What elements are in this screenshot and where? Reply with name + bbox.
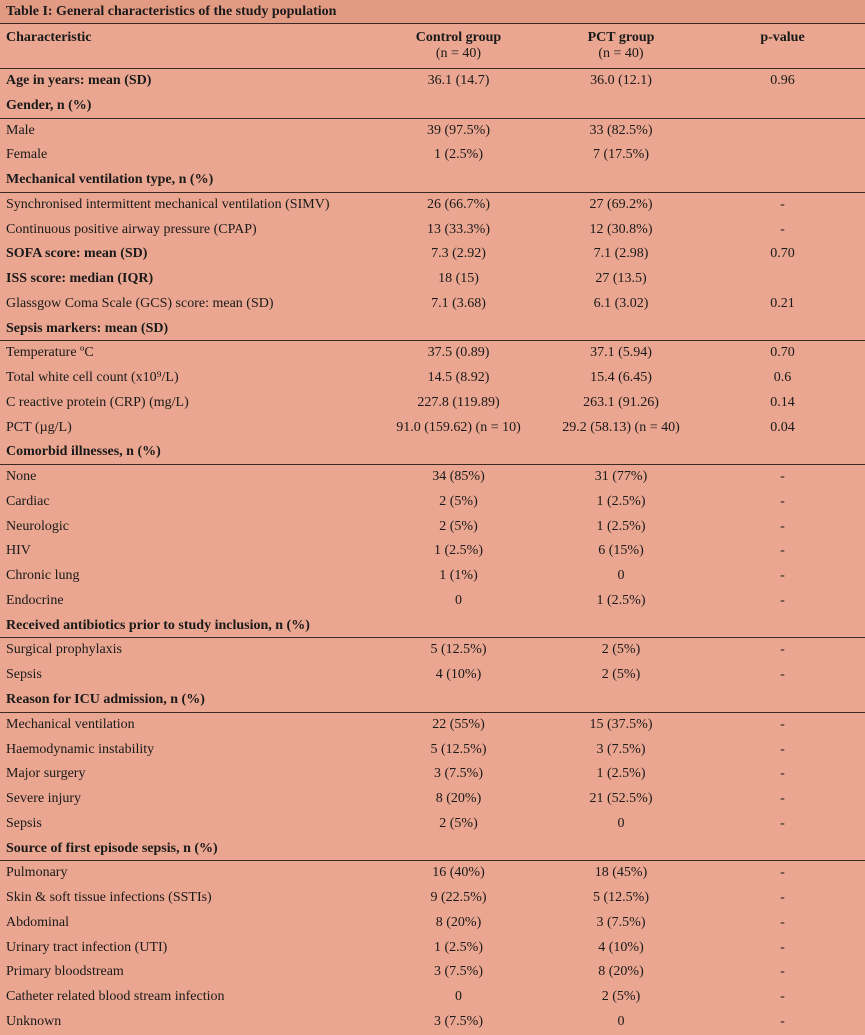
- pct-value: 33 (82.5%): [589, 122, 653, 138]
- row-label: Neurologic: [6, 518, 69, 534]
- row-label: Sepsis markers: mean (SD): [6, 320, 169, 336]
- table-section-row: [0, 837, 865, 862]
- pct-value: 0: [617, 568, 625, 584]
- table-row: [0, 416, 865, 441]
- table-row: [0, 69, 865, 94]
- control-value: 5 (12.5%): [430, 642, 487, 658]
- p-value: -: [780, 642, 785, 658]
- pct-value: 21 (52.5%): [589, 791, 653, 807]
- control-value: 2 (5%): [439, 493, 478, 509]
- table-row: [0, 663, 865, 688]
- control-value: 26 (66.7%): [427, 196, 490, 212]
- pct-value: 36.0 (12.1): [590, 73, 652, 88]
- pct-value: 2 (5%): [601, 642, 641, 658]
- table-row: [0, 564, 865, 589]
- table-row: [0, 589, 865, 614]
- pct-value: 15 (37.5%): [589, 716, 653, 732]
- row-label: Age in years: mean (SD): [6, 73, 152, 88]
- row-label: Reason for ICU admission, n (%): [6, 692, 205, 707]
- control-value: 3 (7.5%): [434, 1013, 483, 1029]
- p-value: -: [780, 865, 785, 881]
- p-value: 0.14: [770, 394, 795, 410]
- pct-value: 0: [617, 1013, 625, 1029]
- control-value: 22 (55%): [432, 716, 485, 732]
- table-section-row: [0, 440, 865, 465]
- pct-value: 7 (17.5%): [593, 147, 649, 163]
- table-row: [0, 292, 865, 317]
- p-value: 0.21: [770, 295, 795, 311]
- control-value: 5 (12.5%): [430, 741, 487, 757]
- control-value: 91.0 (159.62) (n = 10): [396, 419, 521, 435]
- control-value: 0: [455, 592, 462, 608]
- p-value: -: [780, 766, 785, 782]
- pct-value: 1 (2.5%): [596, 592, 646, 608]
- row-label: HIV: [6, 543, 31, 559]
- table-row: [0, 391, 865, 416]
- row-label: Glassgow Coma Scale (GCS) score: mean (SD): [6, 295, 274, 311]
- row-label: Total white cell count (x10⁹/L): [6, 370, 179, 386]
- row-label: PCT (µg/L): [6, 419, 72, 435]
- p-value: 0.6: [773, 370, 792, 386]
- row-label: Major surgery: [6, 766, 86, 782]
- control-value: 8 (20%): [435, 914, 482, 930]
- header-control-label: Control group: [415, 30, 502, 45]
- row-label: ISS score: median (IQR): [6, 271, 154, 287]
- p-value: 0.04: [770, 419, 795, 435]
- control-value: 227.8 (119.89): [417, 394, 500, 410]
- header-pct-label: PCT group: [587, 30, 655, 45]
- row-label: Cardiac: [6, 493, 50, 509]
- table-row: [0, 960, 865, 985]
- pct-value: 2 (5%): [601, 667, 641, 683]
- row-label: Continuous positive airway pressure (CPAP): [6, 221, 257, 237]
- control-value: 3 (7.5%): [434, 964, 483, 980]
- table-row: [0, 143, 865, 168]
- p-value: -: [780, 221, 785, 237]
- table-row: [0, 985, 865, 1010]
- pct-value: 27 (13.5): [595, 271, 647, 287]
- row-label: Surgical prophylaxis: [6, 642, 123, 658]
- table-row: [0, 911, 865, 936]
- row-label: Primary bloodstream: [6, 964, 124, 980]
- table-row: [0, 787, 865, 812]
- p-value: 0.70: [770, 246, 795, 262]
- row-label: Source of first episode sepsis, n (%): [6, 840, 218, 856]
- pct-value: 263.1 (91.26): [583, 394, 659, 410]
- row-label: Urinary tract infection (UTI): [6, 939, 168, 955]
- table-row: [0, 936, 865, 961]
- pct-value: 3 (7.5%): [596, 914, 646, 930]
- control-value: 1 (2.5%): [434, 543, 483, 559]
- control-value: 39 (97.5%): [427, 122, 490, 138]
- table-section-row: [0, 168, 865, 193]
- p-value: -: [780, 469, 785, 485]
- p-value: -: [780, 914, 785, 930]
- row-label: Female: [6, 147, 48, 163]
- row-label: Sepsis: [6, 815, 42, 831]
- table-row: [0, 812, 865, 837]
- p-value: -: [780, 716, 785, 732]
- control-value: 36.1 (14.7): [427, 73, 490, 88]
- pct-value: 37.1 (5.94): [590, 345, 652, 361]
- table-section-row: [0, 94, 865, 119]
- table-row: [0, 515, 865, 540]
- p-value: -: [780, 493, 785, 509]
- row-label: SOFA score: mean (SD): [6, 246, 148, 262]
- header-control-n: (n = 40): [435, 46, 482, 61]
- control-value: 8 (20%): [435, 791, 482, 807]
- control-value: 1 (1%): [439, 568, 478, 584]
- control-value: 16 (40%): [432, 865, 485, 881]
- pct-value: 29.2 (58.13) (n = 40): [562, 419, 680, 435]
- control-value: 34 (85%): [432, 469, 485, 485]
- table-section-row: [0, 317, 865, 342]
- table-header-row: [0, 25, 865, 69]
- control-value: 7.1 (3.68): [431, 295, 486, 311]
- row-label: Chronic lung: [6, 568, 80, 584]
- control-value: 13 (33.3%): [427, 221, 490, 237]
- header-control-group: [380, 30, 537, 62]
- table-row: [0, 539, 865, 564]
- table-row: [0, 713, 865, 738]
- control-value: 18 (15): [438, 271, 479, 287]
- header-pct-n: (n = 40): [598, 46, 644, 61]
- control-value: 2 (5%): [439, 815, 478, 831]
- table-row: [0, 193, 865, 218]
- control-value: 4 (10%): [435, 667, 482, 683]
- p-value: 0.70: [770, 345, 795, 361]
- pct-value: 12 (30.8%): [589, 221, 653, 237]
- row-label: Catheter related blood stream infection: [6, 989, 225, 1005]
- table-row: [0, 861, 865, 886]
- table-row: [0, 218, 865, 243]
- row-label: Unknown: [6, 1013, 62, 1029]
- table-row: [0, 762, 865, 787]
- table-caption: Table I: General characteristics of the study population: [0, 0, 865, 24]
- control-value: 7.3 (2.92): [431, 246, 486, 262]
- pct-value: 6 (15%): [598, 543, 644, 559]
- table-row: [0, 119, 865, 144]
- control-value: 37.5 (0.89): [427, 345, 490, 361]
- table-section-row: [0, 614, 865, 639]
- header-pct-group: [545, 30, 697, 62]
- header-characteristic: Characteristic: [6, 30, 92, 45]
- pct-value: 7.1 (2.98): [593, 246, 649, 262]
- p-value: -: [780, 741, 785, 757]
- control-value: 2 (5%): [439, 518, 478, 534]
- table-row: [0, 465, 865, 490]
- p-value: -: [780, 1013, 785, 1029]
- pct-value: 6.1 (3.02): [593, 295, 649, 311]
- pct-value: 18 (45%): [594, 865, 648, 881]
- row-label: Mechanical ventilation type, n (%): [6, 172, 214, 188]
- pct-value: 3 (7.5%): [596, 741, 646, 757]
- table-row: [0, 886, 865, 911]
- control-value: 3 (7.5%): [434, 766, 483, 782]
- table-row: [0, 490, 865, 515]
- pct-value: 15.4 (6.45): [590, 370, 652, 386]
- table-row: [0, 242, 865, 267]
- pct-value: 1 (2.5%): [596, 766, 646, 782]
- row-label: Abdominal: [6, 914, 69, 930]
- row-label: Skin & soft tissue infections (SSTIs): [6, 890, 212, 906]
- table-section-row: [0, 688, 865, 713]
- row-label: Synchronised intermittent mechanical ventilation (SIMV): [6, 196, 330, 212]
- row-label: Received antibiotics prior to study inclusion, n (%): [6, 617, 310, 633]
- control-value: 1 (2.5%): [434, 939, 483, 955]
- p-value: -: [780, 543, 785, 559]
- row-label: Endocrine: [6, 592, 64, 608]
- row-label: Sepsis: [6, 667, 42, 683]
- table-row: [0, 341, 865, 366]
- p-value: -: [780, 989, 785, 1005]
- table-row: [0, 1010, 865, 1035]
- row-label: Gender, n (%): [6, 97, 92, 113]
- p-value: -: [780, 568, 785, 584]
- row-label: Severe injury: [6, 791, 82, 807]
- control-value: 1 (2.5%): [434, 147, 483, 163]
- pct-value: 1 (2.5%): [596, 518, 646, 534]
- row-label: Pulmonary: [6, 865, 68, 881]
- row-label: Mechanical ventilation: [6, 716, 135, 732]
- row-label: Haemodynamic instability: [6, 741, 155, 757]
- pct-value: 1 (2.5%): [596, 493, 646, 509]
- control-value: 9 (22.5%): [430, 890, 487, 906]
- p-value: -: [780, 890, 785, 906]
- pct-value: 31 (77%): [594, 469, 648, 485]
- header-p-value: p-value: [760, 30, 805, 45]
- table-row: [0, 638, 865, 663]
- p-value: -: [780, 791, 785, 807]
- pct-value: 0: [617, 815, 625, 831]
- pct-value: 5 (12.5%): [593, 890, 649, 906]
- row-label: None: [6, 469, 37, 485]
- p-value: -: [780, 964, 785, 980]
- p-value: -: [780, 518, 785, 534]
- row-label: Male: [6, 122, 35, 138]
- p-value: -: [780, 196, 785, 212]
- p-value: -: [780, 667, 785, 683]
- pct-value: 4 (10%): [598, 939, 644, 955]
- row-label: Comorbid illnesses, n (%): [6, 444, 161, 460]
- control-value: 14.5 (8.92): [427, 370, 490, 386]
- pct-value: 27 (69.2%): [589, 196, 653, 212]
- row-label: Temperature ºC: [6, 345, 94, 361]
- p-value: 0.96: [770, 73, 795, 88]
- row-label: C reactive protein (CRP) (mg/L): [6, 394, 189, 410]
- table-row: [0, 738, 865, 763]
- p-value: -: [780, 939, 785, 955]
- pct-value: 8 (20%): [598, 964, 644, 980]
- table-row: [0, 267, 865, 292]
- p-value: -: [780, 815, 785, 831]
- table-row: [0, 366, 865, 391]
- control-value: 0: [455, 989, 462, 1005]
- p-value: -: [780, 592, 785, 608]
- pct-value: 2 (5%): [601, 989, 641, 1005]
